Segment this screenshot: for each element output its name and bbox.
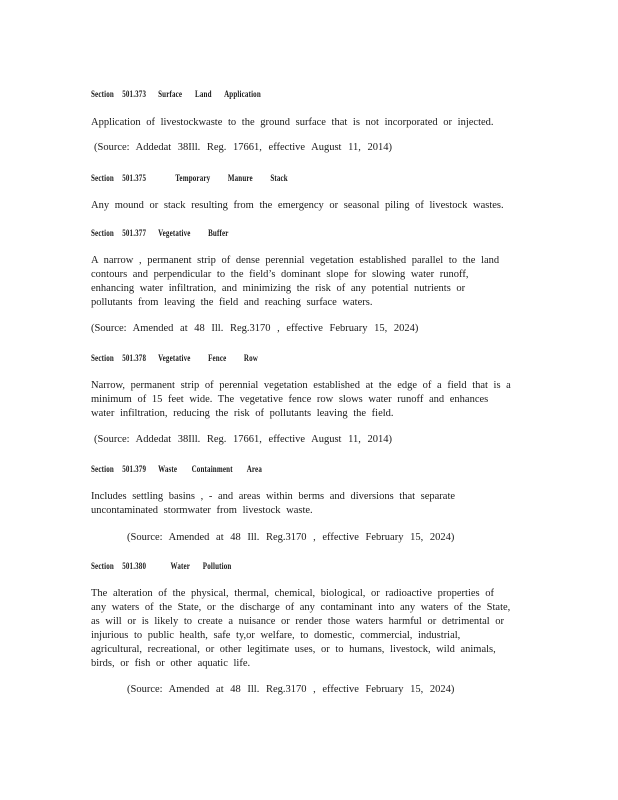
section-title: Temporary Manure Stack [175, 173, 288, 183]
source-note: (Source: Amended at 48 Ill. Reg.3170 , effective February 15, 2024) [127, 532, 455, 543]
section-heading [91, 89, 261, 99]
section-heading [91, 464, 262, 474]
section-body [91, 587, 527, 671]
section-title: Water Pollution [170, 561, 232, 571]
body-line: enhancing water infiltration, and minimizing the risk of any potential nutrients or [91, 283, 466, 294]
source-note: (Source: Amended at 48 Ill. Reg.3170 , effective February 15, 2024) [91, 323, 419, 334]
body-line: Any mound or stack resulting from the emergency or seasonal piling of livestock wastes. [91, 200, 504, 211]
section-title: Waste Containment Area [158, 464, 263, 474]
section-body [91, 116, 527, 130]
body-line: pollutants from leaving the field and reaching surface waters. [91, 297, 373, 308]
source-note: (Source: Addedat 38Ill. Reg. 17661, effective August 11, 2014) [94, 142, 392, 153]
section-heading [91, 353, 258, 363]
body-line: birds, or fish or other aquatic life. [91, 658, 251, 669]
section-number: 501.380 [122, 561, 147, 571]
body-line: any waters of the State, or the discharge of any contaminant into any waters of the State, [91, 602, 511, 613]
body-line: as will or is likely to create a nuisance or render those waters harmful or detrimental or [91, 616, 505, 627]
body-line: uncontaminated stormwater from livestock waste. [91, 505, 313, 516]
section-label: Section [91, 464, 114, 474]
section-number: 501.375 [122, 173, 147, 183]
section-label: Section [91, 228, 114, 238]
section-heading [91, 561, 231, 571]
body-line: contours and perpendicular to the field’s dominant slope for slowing water runoff, [91, 269, 469, 280]
section-body [91, 490, 527, 518]
body-line: Includes settling basins , - and areas within berms and diversions that separate [91, 491, 456, 502]
section-number: 501.377 [122, 228, 147, 238]
section-label: Section [91, 89, 114, 99]
section-heading [91, 228, 229, 238]
section-title: Vegetative Fence Row [158, 353, 259, 363]
section-title: Surface Land Application [158, 89, 261, 99]
section-heading [91, 173, 288, 183]
body-line: Application of livestockwaste to the ground surface that is not incorporated or injected. [91, 117, 494, 128]
body-line: Narrow, permanent strip of perennial vegetation established at the edge of a field that is a [91, 380, 511, 391]
section-body [91, 199, 527, 213]
section-number: 501.379 [122, 464, 147, 474]
section-label: Section [91, 561, 114, 571]
body-line: The alteration of the physical, thermal, chemical, biological, or radioactive properties of [91, 588, 494, 599]
body-line: A narrow , permanent strip of dense perennial vegetation established parallel to the land [91, 255, 500, 266]
body-line: water infiltration, reducing the risk of pollutants leaving the field. [91, 408, 394, 419]
body-line: injurious to public health, safe ty,or welfare, to domestic, commercial, industrial, [91, 630, 461, 641]
section-number: 501.373 [122, 89, 147, 99]
section-number: 501.378 [122, 353, 147, 363]
section-label: Section [91, 353, 114, 363]
body-line: minimum of 15 feet wide. The vegetative fence row slows water runoff and enhances [91, 394, 489, 405]
source-note: (Source: Amended at 48 Ill. Reg.3170 , effective February 15, 2024) [127, 684, 455, 695]
body-line: agricultural, recreational, or other legitimate uses, or to humans, livestock, wild animals, [91, 644, 496, 655]
section-title: Vegetative Buffer [158, 228, 229, 238]
section-label: Section [91, 173, 114, 183]
source-note: (Source: Addedat 38Ill. Reg. 17661, effective August 11, 2014) [94, 434, 392, 445]
section-body [91, 379, 527, 421]
section-body [91, 254, 527, 310]
